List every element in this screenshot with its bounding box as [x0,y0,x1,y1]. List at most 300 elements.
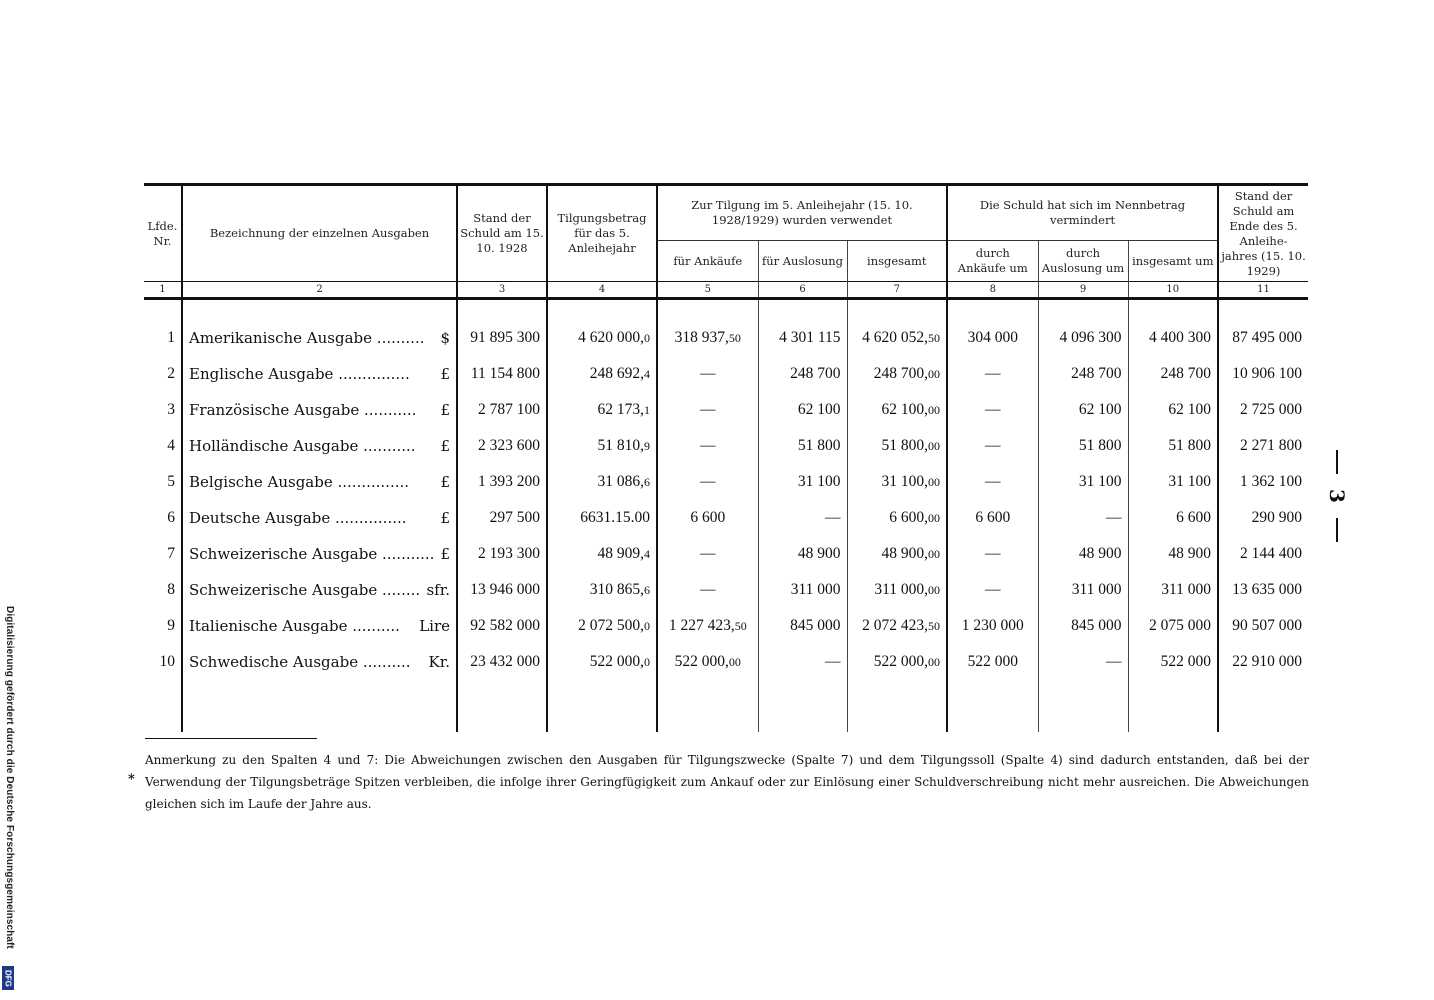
cell-tilgungsbetrag [547,644,657,680]
cell-ankaeufe [657,572,758,608]
cell-nr [144,500,182,536]
cell-decimal: 00 [928,511,941,525]
cell-decimal: 4 [644,367,650,381]
page-number-value: 3 [1324,489,1349,503]
cell-insgesamt [847,464,947,500]
leader-dots: ........... [364,401,417,419]
cell-value: 6 [167,509,175,526]
cell-auslosung [758,536,847,572]
cell-insgesamt-um [1128,428,1218,464]
cell-nr [144,464,182,500]
table-body [144,299,1308,733]
cell-auslosung [758,464,847,500]
cell-insgesamt [847,500,947,536]
cell-durch-auslosung [1038,536,1128,572]
cell-name [182,608,457,644]
header-insgesamt-um: insgesamt um [1128,241,1218,282]
cell-value: 2 072 500, [578,617,644,634]
cell-insgesamt-um [1128,392,1218,428]
cell-stand-1928 [457,500,547,536]
cell-value: 6 600 [1176,509,1212,526]
cell-decimal: 1 [644,403,650,417]
column-number: 6 [758,282,847,299]
cell-value: 62 100 [1168,401,1212,418]
cell-ankaeufe [657,464,758,500]
cell-stand-ende [1218,572,1308,608]
currency-symbol: £ [440,437,450,455]
cell-decimal: 00 [928,475,941,489]
cell-value: 9 [167,617,175,634]
header-auslosung: für Auslosung [758,241,847,282]
cell-durch-auslosung [1038,644,1128,680]
cell-value: 87 495 000 [1232,329,1303,346]
cell-stand-1928 [457,536,547,572]
leader-dots: ............... [338,365,410,383]
header-durch-ankaeufe: durch Ankäufe um [947,241,1038,282]
cell-value: 3 [167,401,175,418]
cell-value: — [985,473,1001,490]
cell-value: 48 900 [797,545,841,562]
cell-durch-auslosung [1038,356,1128,392]
issue-name: Schwedische Ausgabe [189,653,359,671]
cell-auslosung [758,572,847,608]
cell-value: 311 000, [874,581,929,598]
cell-value: — [985,365,1001,382]
footnote-mark: * [128,772,135,787]
cell-value: 2 193 300 [478,545,540,562]
cell-stand-ende [1218,392,1308,428]
leader-dots: .......... [376,329,425,347]
cell-name [182,572,457,608]
cell-value: 845 000 [790,617,841,634]
currency-symbol: £ [440,365,450,383]
cell-nr [144,428,182,464]
cell-name [182,392,457,428]
page-number-dash-bottom [1336,518,1338,542]
cell-durch-ankaeufe [947,428,1038,464]
cell-stand-1928 [457,644,547,680]
cell-value: 290 900 [1251,509,1303,526]
currency-symbol: Lire [419,617,450,635]
cell-value: — [1106,509,1122,526]
cell-durch-ankaeufe [947,644,1038,680]
issue-name: Englische Ausgabe [189,365,334,383]
cell-value: 48 909, [597,545,644,562]
cell-stand-ende [1218,356,1308,392]
cell-ankaeufe [657,536,758,572]
cell-nr [144,392,182,428]
header-stand-1928: Stand der Schuld am 15. 10. 1928 [457,185,547,282]
table-tail-row [144,680,1308,732]
currency-symbol: £ [440,401,450,419]
cell-value: 62 100 [797,401,841,418]
cell-value: 90 507 000 [1232,617,1303,634]
currency-symbol: £ [440,545,450,563]
cell-value: — [825,509,841,526]
cell-value: 51 800 [1168,437,1212,454]
cell-auslosung [758,500,847,536]
cell-value: 1 227 423, [668,617,735,634]
cell-stand-ende [1218,536,1308,572]
cell-decimal: 0 [644,619,650,633]
cell-decimal: 50 [928,331,941,345]
cell-insgesamt-um [1128,644,1218,680]
cell-insgesamt-um [1128,500,1218,536]
cell-value: 318 937, [674,329,729,346]
cell-ankaeufe [657,392,758,428]
cell-insgesamt-um [1128,320,1218,356]
cell-value: 522 000, [674,653,729,670]
cell-value: 311 000 [1161,581,1212,598]
cell-value: 1 [167,329,175,346]
cell-value: 51 800, [881,437,929,454]
cell-value: 2 725 000 [1240,401,1303,418]
cell-value: 6 600, [889,509,929,526]
cell-stand-1928 [457,464,547,500]
cell-value: 4 096 300 [1059,329,1122,346]
cell-nr [144,320,182,356]
cell-tilgungsbetrag [547,500,657,536]
cell-value: 51 810, [597,437,644,454]
cell-value: 13 635 000 [1232,581,1303,598]
cell-durch-auslosung [1038,464,1128,500]
cell-value: 62 173, [597,401,644,418]
leader-dots: ............... [335,509,407,527]
cell-value: 845 000 [1071,617,1122,634]
cell-value: 6 600 [690,509,726,526]
header-nr: Lfde. Nr. [144,185,182,282]
cell-nr [144,572,182,608]
cell-value: 4 [167,437,175,454]
cell-value: 13 946 000 [470,581,540,598]
cell-durch-ankaeufe [947,572,1038,608]
cell-value: 51 800 [797,437,841,454]
cell-value: — [985,581,1001,598]
column-number: 7 [847,282,947,299]
cell-decimal: 00 [928,367,941,381]
cell-auslosung [758,392,847,428]
cell-value: 522 000, [873,653,929,670]
header-durch-auslosung: durch Auslosung um [1038,241,1128,282]
cell-nr [144,644,182,680]
cell-name [182,320,457,356]
cell-tilgungsbetrag [547,464,657,500]
cell-stand-ende [1218,464,1308,500]
cell-value: 248 700 [790,365,841,382]
cell-value: — [700,473,716,490]
cell-value: 22 910 000 [1232,653,1303,670]
header-vermindert: Die Schuld hat sich im Nennbetrag vermindert [947,185,1218,241]
cell-auslosung [758,356,847,392]
column-number: 5 [657,282,758,299]
cell-nr [144,608,182,644]
cell-value: 23 432 000 [470,653,540,670]
cell-decimal: 00 [928,583,941,597]
cell-insgesamt [847,608,947,644]
cell-value: 48 900, [881,545,929,562]
cell-value: 10 906 100 [1232,365,1303,382]
cell-durch-auslosung [1038,320,1128,356]
cell-value: 62 100 [1078,401,1122,418]
cell-value: — [700,437,716,454]
cell-stand-1928 [457,572,547,608]
cell-value: 2 271 800 [1240,437,1303,454]
table-row [144,320,1308,356]
cell-value: 91 895 300 [470,329,540,346]
cell-durch-auslosung [1038,608,1128,644]
cell-value: 92 582 000 [470,617,540,634]
debt-table [144,183,1308,732]
footnote-text: Anmerkung zu den Spalten 4 und 7: Die Abweichungen zwischen den Ausgaben für Tilgungszwecke (Spalte 7) und dem Tilgungssoll (Spalte 4) sind dadurch entstanden, daß bei der Verwendung der Tilgungsbeträge Spitzen verbleiben, die infolge ihrer Geringfügigkeit zum Ankauf oder zur Einlösung einer Schuldverschreibung nicht mehr ausreichen. Die Abweichungen gleichen sich im Laufe der Jahre aus. [145,753,1309,811]
table-row [144,500,1308,536]
cell-value: 522 000 [967,653,1018,670]
cell-auslosung [758,608,847,644]
issue-name: Schweizerische Ausgabe [189,545,378,563]
cell-value: 7 [167,545,175,562]
cell-value: — [825,653,841,670]
column-number: 11 [1218,282,1308,299]
cell-decimal: 6 [644,475,650,489]
cell-decimal: 9 [644,439,650,453]
leader-dots: ............... [337,473,410,491]
leader-dots: .......... [362,653,411,671]
cell-decimal: 4 [644,547,650,561]
cell-decimal: 00 [928,403,941,417]
cell-value: 48 900 [1168,545,1212,562]
header-zur-tilgung: Zur Tilgung im 5. Anleihejahr (15. 10. 1928/1929) wurden verwendet [657,185,947,241]
cell-name [182,356,457,392]
header-ankaeufe: für Ankäufe [657,241,758,282]
cell-durch-ankaeufe [947,356,1038,392]
cell-insgesamt [847,320,947,356]
table-row [144,536,1308,572]
table-row [144,428,1308,464]
leader-dots: ........... [363,437,416,455]
cell-tilgungsbetrag [547,356,657,392]
cell-stand-ende [1218,320,1308,356]
header-insgesamt: insgesamt [847,241,947,282]
cell-stand-ende [1218,500,1308,536]
footnote-rule [145,738,317,739]
cell-stand-1928 [457,320,547,356]
currency-symbol: sfr. [426,581,450,599]
cell-auslosung [758,320,847,356]
cell-stand-ende [1218,608,1308,644]
cell-tilgungsbetrag [547,320,657,356]
cell-durch-auslosung [1038,428,1128,464]
cell-value: 522 000 [1160,653,1212,670]
cell-stand-1928 [457,356,547,392]
debt-table-wrapper [144,183,1308,732]
cell-ankaeufe [657,320,758,356]
cell-ankaeufe [657,428,758,464]
cell-value: 4 301 115 [779,329,841,346]
digitisation-credit: Digitalisierung gefördert durch die Deutsche Forschungsgemeinschaft [4,606,15,949]
cell-insgesamt [847,392,947,428]
cell-auslosung [758,644,847,680]
header-tilgungsbetrag: Tilgungsbetrag für das 5. Anleihejahr [547,185,657,282]
cell-insgesamt-um [1128,608,1218,644]
cell-durch-ankaeufe [947,536,1038,572]
cell-insgesamt-um [1128,536,1218,572]
page-number [1322,450,1352,550]
leader-dots: .......... [352,617,400,635]
column-number: 2 [182,282,457,299]
cell-insgesamt-um [1128,356,1218,392]
currency-symbol: Kr. [428,653,450,671]
cell-value: — [700,365,716,382]
cell-decimal: 50 [734,619,747,633]
cell-stand-ende [1218,644,1308,680]
issue-name: Deutsche Ausgabe [189,509,331,527]
cell-value: 4 620 052, [862,329,929,346]
cell-value: 31 100 [797,473,841,490]
cell-stand-ende [1218,428,1308,464]
cell-value: 248 692, [589,365,644,382]
cell-value: 297 500 [489,509,540,526]
currency-symbol: £ [440,473,450,491]
table-row [144,392,1308,428]
issue-name: Belgische Ausgabe [189,473,333,491]
issue-name: Amerikanische Ausgabe [189,329,373,347]
cell-value: 310 865, [589,581,644,598]
cell-value: 8 [167,581,175,598]
issue-name: Französische Ausgabe [189,401,360,419]
cell-nr [144,536,182,572]
cell-value: 10 [159,653,175,670]
cell-value: 311 000 [1071,581,1122,598]
page-number-dash-top [1336,450,1338,474]
cell-insgesamt [847,356,947,392]
cell-durch-auslosung [1038,500,1128,536]
cell-stand-1928 [457,428,547,464]
cell-value: 6631.15.00 [580,509,650,526]
cell-ankaeufe [657,356,758,392]
cell-value: 31 100, [881,473,929,490]
table-row [144,356,1308,392]
cell-value: — [985,545,1001,562]
cell-name [182,500,457,536]
issue-name: Holländische Ausgabe [189,437,359,455]
cell-decimal: 50 [928,619,941,633]
table-spacer-row [144,299,1308,321]
cell-decimal: 00 [928,439,941,453]
cell-tilgungsbetrag [547,608,657,644]
cell-durch-auslosung [1038,392,1128,428]
cell-ankaeufe [657,644,758,680]
cell-decimal: 50 [728,331,741,345]
cell-value: 31 100 [1078,473,1122,490]
header-name: Bezeichnung der einzelnen Ausgaben [182,185,457,282]
cell-name [182,536,457,572]
cell-value: 248 700 [1071,365,1122,382]
cell-value: 11 154 800 [470,365,540,382]
cell-value: 31 100 [1168,473,1212,490]
cell-value: 1 230 000 [961,617,1024,634]
cell-tilgungsbetrag [547,572,657,608]
cell-tilgungsbetrag [547,536,657,572]
cell-value: 6 600 [975,509,1011,526]
header-stand-ende: Stand der Schuld am Ende des 5. Anleihe- jahres (15. 10. 1929) [1218,185,1308,282]
table-row [144,644,1308,680]
cell-stand-1928 [457,392,547,428]
cell-value: 48 900 [1078,545,1122,562]
cell-decimal: 6 [644,583,650,597]
cell-value: 2 [167,365,175,382]
leader-dots: ........... [382,545,435,563]
cell-tilgungsbetrag [547,392,657,428]
cell-value: 1 362 100 [1240,473,1303,490]
cell-decimal: 00 [928,547,941,561]
cell-insgesamt [847,572,947,608]
cell-durch-ankaeufe [947,392,1038,428]
cell-value: — [700,581,716,598]
cell-value: — [985,401,1001,418]
cell-value: 62 100, [881,401,929,418]
dfg-logo: DFG [2,966,14,990]
cell-name [182,644,457,680]
cell-value: 2 144 400 [1240,545,1303,562]
cell-insgesamt [847,428,947,464]
cell-value: 4 400 300 [1149,329,1212,346]
currency-symbol: $ [440,329,450,347]
column-number: 3 [457,282,547,299]
cell-ankaeufe [657,500,758,536]
issue-name: Schweizerische Ausgabe [189,581,378,599]
currency-symbol: £ [440,509,450,527]
cell-nr [144,356,182,392]
cell-ankaeufe [657,608,758,644]
cell-name [182,428,457,464]
cell-tilgungsbetrag [547,428,657,464]
column-number: 1 [144,282,182,299]
cell-value: 248 700, [873,365,929,382]
cell-value: 311 000 [790,581,841,598]
cell-value: 2 072 423, [862,617,929,634]
column-number: 9 [1038,282,1128,299]
table-row [144,572,1308,608]
cell-decimal: 00 [728,655,741,669]
cell-durch-ankaeufe [947,464,1038,500]
cell-decimal: 00 [928,655,941,669]
cell-value: 31 086, [597,473,644,490]
cell-value: — [985,437,1001,454]
cell-value: 5 [167,473,175,490]
cell-value: 248 700 [1160,365,1212,382]
cell-insgesamt-um [1128,572,1218,608]
column-number: 10 [1128,282,1218,299]
cell-value: 4 620 000, [578,329,644,346]
cell-value: 2 075 000 [1149,617,1212,634]
cell-value: 304 000 [967,329,1018,346]
cell-durch-ankaeufe [947,320,1038,356]
leader-dots: ........ [382,581,421,599]
cell-value: — [1106,653,1122,670]
cell-decimal: 0 [644,655,650,669]
cell-value: 2 323 600 [478,437,540,454]
cell-name [182,464,457,500]
cell-value: — [700,545,716,562]
cell-value: 2 787 100 [478,401,540,418]
cell-auslosung [758,428,847,464]
cell-insgesamt [847,536,947,572]
cell-value: 1 393 200 [478,473,540,490]
issue-name: Italienische Ausgabe [189,617,348,635]
cell-durch-ankaeufe [947,500,1038,536]
table-row [144,608,1308,644]
cell-insgesamt [847,644,947,680]
cell-insgesamt-um [1128,464,1218,500]
